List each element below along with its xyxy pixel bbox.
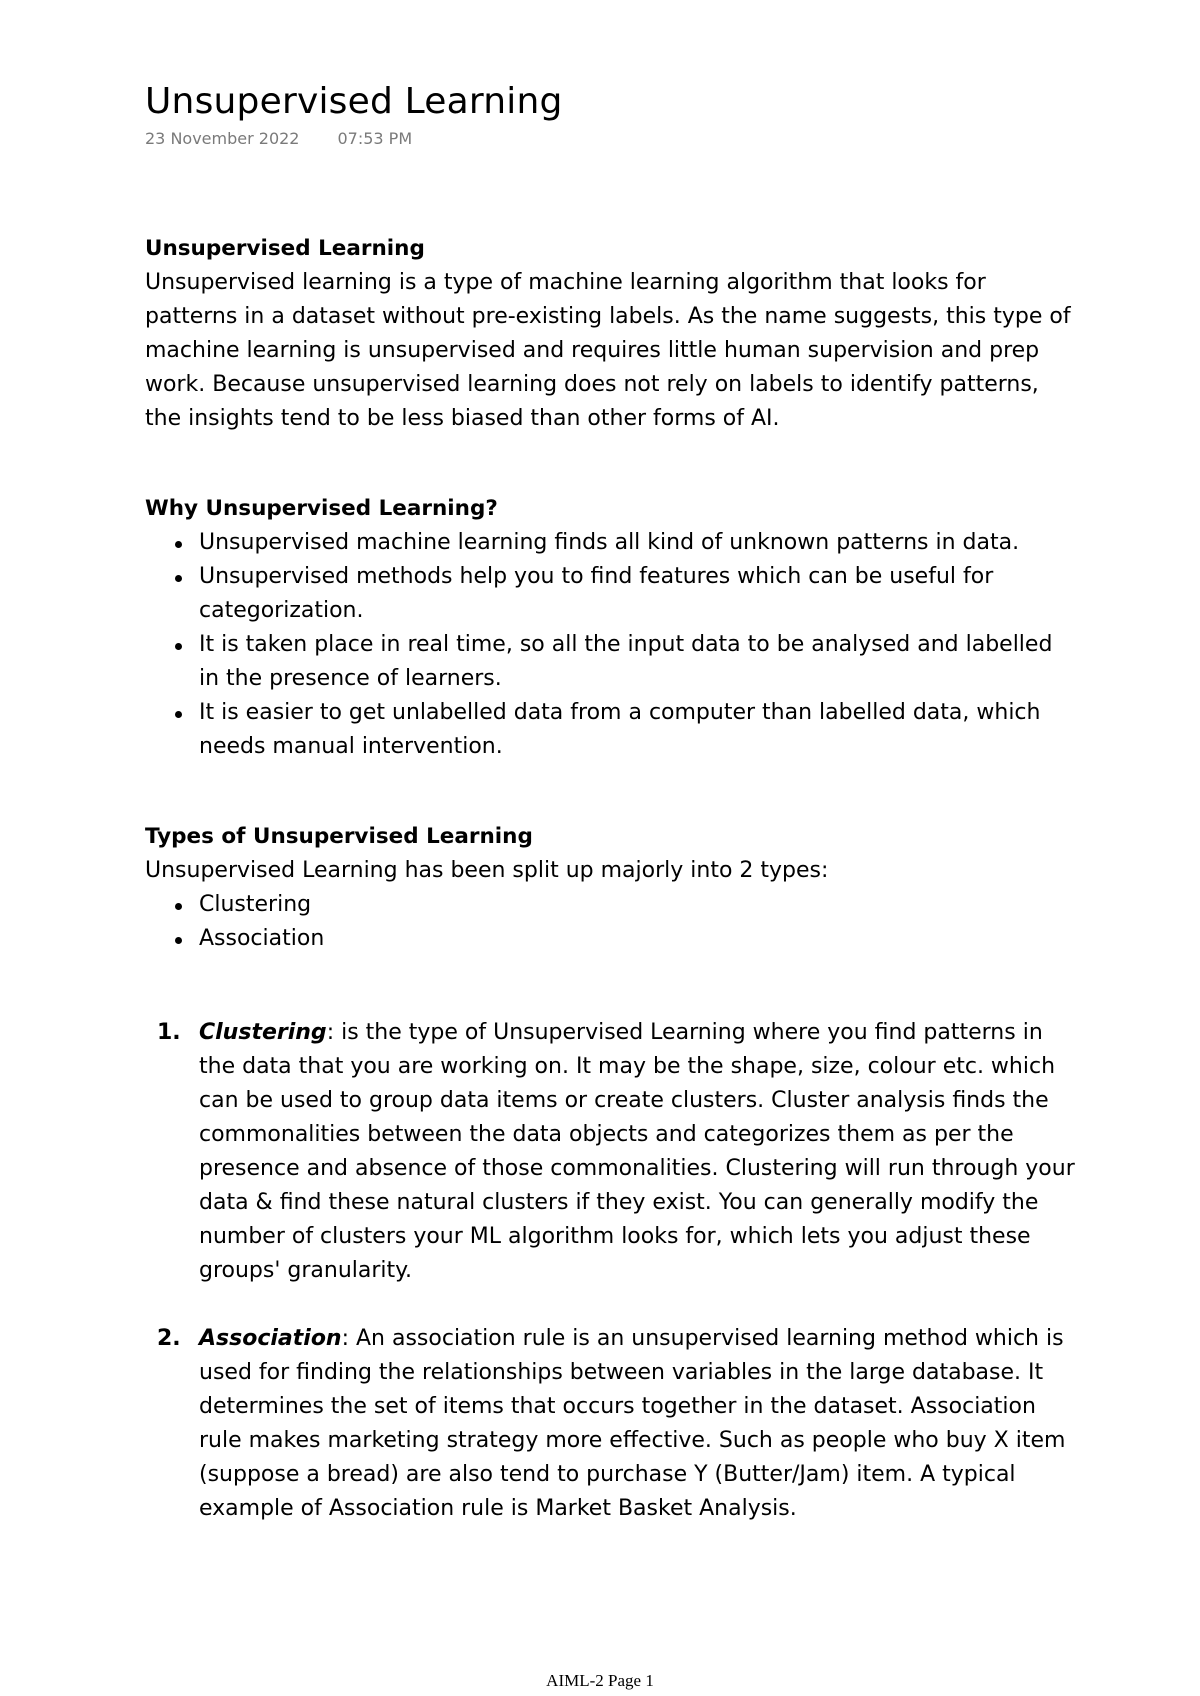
- created-time: 07:53 PM: [337, 129, 413, 148]
- why-bullet-list: [145, 526, 1075, 764]
- page-title: Unsupervised Learning: [145, 81, 563, 122]
- list-item: [145, 526, 1075, 560]
- item-description: : is the type of Unsupervised Learning where you find patterns in the data that you are working on. It may be the shape, size, colour etc. which can be used to group data items or create clusters. Cluster analysis finds the commonalities between the data objects and categorizes them as per the presence and absence of those commonalities. Clustering will run through your data & find these natural clusters if they exist. You can generally modify the number of clusters your ML algorithm looks for, which lets you adjust these groups' granularity.: [199, 1020, 1075, 1283]
- list-item: [145, 560, 1075, 628]
- bullet-icon: [175, 643, 182, 650]
- item-number: 1.: [157, 1020, 181, 1045]
- section-heading-definition: Unsupervised Learning: [145, 236, 425, 261]
- numbered-item-association: [145, 1322, 1075, 1526]
- numbered-item-clustering: [145, 1016, 1075, 1288]
- types-bullet-list: [145, 888, 1075, 956]
- bullet-icon: [175, 711, 182, 718]
- list-item-text: Unsupervised methods help you to find features which can be useful for categorization.: [199, 564, 994, 623]
- item-term: Association: [199, 1326, 342, 1351]
- created-date: 23 November 2022: [145, 129, 300, 148]
- item-description: : An association rule is an unsupervised learning method which is used for finding the relationships between variables in the large database. It determines the set of items that occurs together in the dataset. Association rule makes marketing strategy more effective. Such as people who buy X item (suppose a bread) are also tend to purchase Y (Butter/Jam) item. A typical example of Association rule is Market Basket Analysis.: [199, 1326, 1066, 1521]
- types-detail-list: [145, 1016, 1075, 1526]
- section-heading-why: Why Unsupervised Learning?: [145, 496, 498, 521]
- bullet-icon: [175, 541, 182, 548]
- list-item-text: Association: [199, 926, 325, 951]
- list-item: [145, 888, 1075, 922]
- page-metadata: [145, 128, 1075, 150]
- list-item-text: Unsupervised machine learning finds all kind of unknown patterns in data.: [199, 530, 1020, 555]
- list-item: [145, 922, 1075, 956]
- definition-paragraph: Unsupervised learning is a type of machine learning algorithm that looks for patterns in a dataset without pre-existing labels. As the name suggests, this type of machine learning is unsupervised and requires little human supervision and prep work. Because unsupervised learning does not rely on labels to identify patterns, the insights tend to be less biased than other forms of AI.: [145, 270, 1071, 431]
- item-number: 2.: [157, 1326, 181, 1351]
- list-item: [145, 628, 1075, 696]
- section-heading-types: Types of Unsupervised Learning: [145, 824, 533, 849]
- page-footer: AIML-2 Page 1: [546, 1671, 654, 1690]
- list-item-text: Clustering: [199, 892, 312, 917]
- list-item-text: It is taken place in real time, so all the input data to be analysed and labelled in the presence of learners.: [199, 632, 1053, 691]
- list-item: [145, 696, 1075, 764]
- bullet-icon: [175, 575, 182, 582]
- bullet-icon: [175, 937, 182, 944]
- page-content: [145, 78, 1075, 1526]
- list-item-text: It is easier to get unlabelled data from a computer than labelled data, which needs manual intervention.: [199, 700, 1041, 759]
- bullet-icon: [175, 903, 182, 910]
- types-intro: Unsupervised Learning has been split up majorly into 2 types:: [145, 858, 829, 883]
- item-term: Clustering: [199, 1020, 327, 1045]
